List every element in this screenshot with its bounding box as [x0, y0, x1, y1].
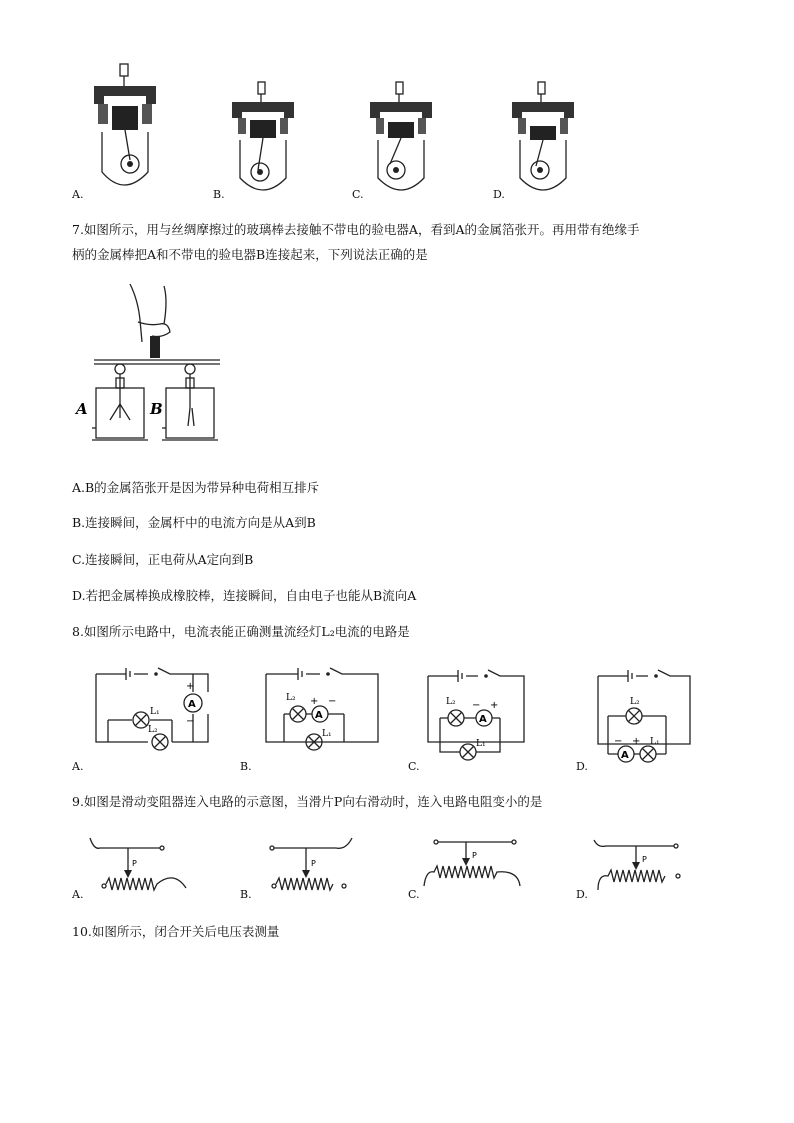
lamp-l1-label: L₁	[322, 729, 332, 739]
q9-option-b[interactable]: B.	[240, 888, 252, 901]
ammeter-minus: −	[614, 736, 623, 747]
ammeter-icon: A	[315, 710, 323, 721]
rheostat-d	[594, 834, 704, 894]
circuit-b	[262, 662, 392, 762]
q6-option-d[interactable]: D.	[493, 188, 505, 201]
ammeter-minus: −	[472, 700, 481, 711]
q9-option-a[interactable]: A.	[72, 888, 84, 901]
ammeter-plus: +	[490, 700, 499, 711]
slider-p-label: P	[642, 855, 647, 864]
lamp-l1-label: L₁	[150, 707, 160, 717]
engine-figure-d	[510, 82, 580, 202]
lamp-l2-label: L₂	[630, 697, 640, 707]
circuit-d	[594, 664, 724, 764]
engine-figure-c	[368, 82, 438, 202]
circuit-c	[424, 662, 554, 762]
q8-option-d[interactable]: D.	[576, 760, 588, 773]
q6-option-b[interactable]: B.	[213, 188, 225, 201]
slider-p-label: P	[472, 851, 477, 860]
q8-option-c[interactable]: C.	[408, 760, 420, 773]
electroscope-b-label: B	[150, 400, 163, 418]
ammeter-minus: −	[328, 696, 337, 707]
q7-option-d[interactable]: D.若把金属棒换成橡胶棒，连接瞬间，自由电子也能从B流向A	[72, 588, 417, 603]
ammeter-icon: A	[621, 750, 629, 761]
lamp-l1-label: L₁	[650, 737, 660, 747]
q7-option-c[interactable]: C.连接瞬间，正电荷从A定向到B	[72, 552, 254, 567]
lamp-l2-label: L₂	[286, 693, 296, 703]
ammeter-plus: +	[186, 681, 195, 692]
lamp-l2-label: L₂	[148, 725, 158, 735]
q10-stem: 10.如图所示，闭合开关后电压表测量	[72, 924, 280, 939]
engine-figure-b	[230, 82, 300, 202]
q7-option-b[interactable]: B.连接瞬间，金属杆中的电流方向是从A到B	[72, 515, 316, 530]
engine-figure-a	[90, 62, 170, 202]
ammeter-minus: −	[186, 716, 195, 727]
ammeter-icon: A	[479, 714, 487, 725]
electroscope-figure	[72, 280, 232, 450]
ammeter-plus: +	[310, 696, 319, 707]
q7-stem-line2: 柄的金属棒把A和不带电的验电器B连接起来，下列说法正确的是	[72, 247, 428, 262]
q8-stem: 8.如图所示电路中，电流表能正确测量流经灯L₂电流的电路是	[72, 624, 410, 639]
q8-option-b[interactable]: B.	[240, 760, 252, 773]
rheostat-a	[90, 834, 200, 894]
q7-option-a[interactable]: A.B的金属箔张开是因为带异种电荷相互排斥	[72, 480, 320, 495]
lamp-l1-label: L₁	[476, 739, 486, 749]
q6-option-a[interactable]: A.	[72, 188, 84, 201]
q7-stem-line1: 7.如图所示，用与丝绸摩擦过的玻璃棒去接触不带电的验电器A，看到A的金属箔张开。再用带有绝缘手	[72, 222, 640, 237]
lamp-l2-label: L₂	[446, 697, 456, 707]
rheostat-c	[422, 832, 552, 892]
q6-option-c[interactable]: C.	[352, 188, 364, 201]
ammeter-icon: A	[188, 699, 196, 710]
circuit-a	[90, 662, 220, 762]
ammeter-plus: +	[632, 736, 641, 747]
rheostat-b	[256, 834, 366, 894]
q9-stem: 9.如图是滑动变阻器连入电路的示意图，当滑片P向右滑动时，连入电路电阻变小的是	[72, 794, 543, 809]
q9-option-c[interactable]: C.	[408, 888, 420, 901]
slider-p-label: P	[132, 859, 137, 868]
q9-option-d[interactable]: D.	[576, 888, 588, 901]
slider-p-label: P	[311, 859, 316, 868]
q8-option-a[interactable]: A.	[72, 760, 84, 773]
electroscope-a-label: A	[76, 400, 88, 418]
